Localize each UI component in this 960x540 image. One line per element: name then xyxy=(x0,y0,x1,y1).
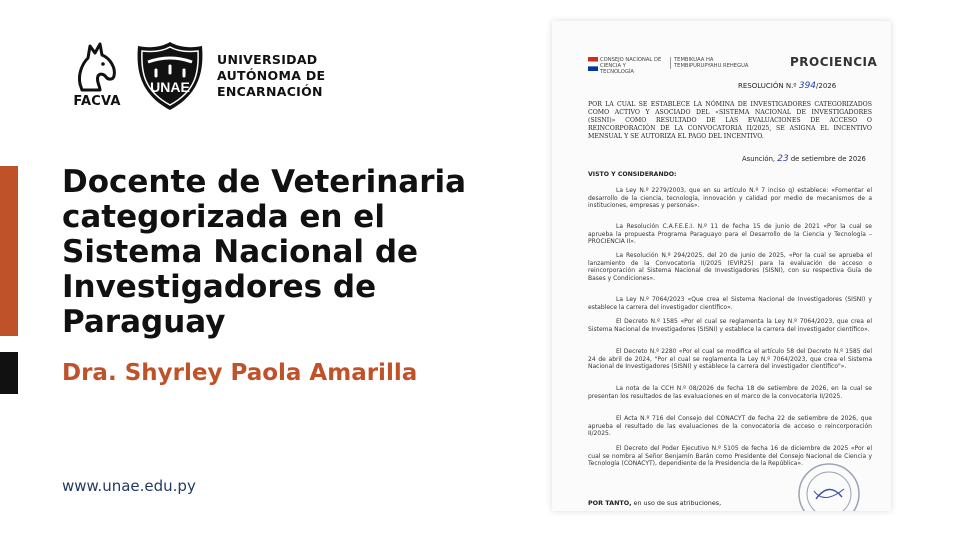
national-emblem-icon xyxy=(588,57,598,71)
website-link[interactable]: www.unae.edu.py xyxy=(62,477,196,495)
resolution-document xyxy=(552,21,891,511)
guarani-label: TEMBIKUAA HA TEMBIPURUPYAHU REHEGUA xyxy=(670,57,748,69)
document-header xyxy=(588,55,878,77)
document-paragraph: El Acta N.º 716 del Consejo del CONACYT de fecha 22 de setiembre de 2026, que aprueba el resultado de las evaluaciones de la convocatoria de acceso o reincorporación II/2025. xyxy=(588,415,872,438)
unae-shield-logo xyxy=(134,40,206,112)
official-stamp-icon xyxy=(796,461,862,511)
accent-bar-orange xyxy=(0,166,18,336)
resolution-date: Asunción, 23 de setiembre de 2026 xyxy=(742,154,866,164)
prociencia-logo: PROCIENCIA xyxy=(790,55,878,69)
document-paragraph: El Decreto N.º 2280 «Por el cual se modifica el artículo 58 del Decreto N.º 1585 del 24 de abril de 2024, "Por el cual se reglamenta la Ley N.º 7064/2023, que crea el Sistema Nacional de Investigadores (SISNI) y establece la carrera del investigador científico"». xyxy=(588,348,872,371)
resolution-number: RESOLUCIÓN N.º 394/2026 xyxy=(738,81,837,91)
university-name-line-1: UNIVERSIDAD xyxy=(217,52,318,67)
university-name-line-2: AUTÓNOMA DE xyxy=(217,68,326,83)
closing-line: POR TANTO, en uso de sus atribuciones, xyxy=(588,499,722,507)
document-paragraph: La Resolución C.A.F.E.E.I. N.º 11 de fecha 15 de junio de 2021 «Por la cual se aprueba la propuesta Programa Paraguayo para el Desarrollo de la Ciencia y Tecnología – PROCIENCIA II». xyxy=(588,223,872,246)
university-name-line-3: ENCARNACIÓN xyxy=(217,84,323,99)
accent-bar-black xyxy=(0,352,18,394)
document-paragraph: El Decreto N.º 1585 «Por el cual se reglamenta la Ley N.º 7064/2023, que crea el Sistema Nacional de Investigadores (SISNI) y establece la carrera del investigador científico». xyxy=(588,318,872,333)
unae-acronym: UNAE xyxy=(150,79,190,95)
visto-heading: VISTO Y CONSIDERANDO: xyxy=(588,171,677,178)
document-paragraph: El Decreto del Poder Ejecutivo N.º 5105 de fecha 16 de diciembre de 2025 «Por el cual se nombra al Señor Benjamín Barán como Presidente del Consejo Nacional de Ciencia y Tecnología (CONACYT), dependiente de la Presidencia de la República». xyxy=(588,445,872,468)
resolution-heading: POR LA CUAL SE ESTABLECE LA NÓMINA DE INVESTIGADORES CATEGORIZADOS COMO ACTIVO Y ASOCIADO DEL «SISTEMA NACIONAL DE INVESTIGADORES (SISNI)» COMO RESULTADO DE LAS EVALUACIONES DE ACCESO O REINCORPORACIÓN DE LA CONVOCATORIA II/2025, SE ASIGNA EL INCENTIVO MENSUAL Y SE AUTORIZA EL PAGO DEL INCENTIVO. xyxy=(588,101,872,140)
document-paragraph: La Ley N.º 7064/2023 «Que crea el Sistema Nacional de Investigadores (SISNI) y establece la carrera del investigador científico». xyxy=(588,296,872,311)
headline: Docente de Veterinaria categorizada en el Sistema Nacional de Investigadores de Paraguay xyxy=(62,164,467,340)
handwritten-number: 394 xyxy=(798,81,817,91)
document-paragraph: La Ley N.º 2279/2003, que en su artículo N.º 7 inciso q) establece: «Fomentar el desarrollo de la ciencia, tecnología, innovación y calidad por medio de mecanismos de a instituciones, empresas y personas». xyxy=(588,187,872,210)
handwritten-day: 23 xyxy=(777,154,789,164)
facva-label: FACVA xyxy=(73,94,121,109)
document-paragraph: La Resolución N.º 294/2025, del 20 de junio de 2025, «Por la cual se aprueba el lanzamiento de la Convocatoria II/2025 (EVIR25) para la evaluación de acceso o reincorporación al Sistema Nacional de Investigadores (SISNI), con su respectiva Guía de Bases y Condiciones». xyxy=(588,252,872,282)
author-name: Dra. Shyrley Paola Amarilla xyxy=(62,360,418,386)
university-name xyxy=(217,52,367,100)
document-paragraph: La nota de la CCH N.º 08/2026 de fecha 18 de setiembre de 2026, en la cual se presentan los resultados de las evaluaciones en el marco de la convocatoria II/2025. xyxy=(588,385,872,400)
conacyt-label: CONSEJO NACIONAL DE CIENCIA Y TECNOLOGÍA xyxy=(600,57,662,75)
